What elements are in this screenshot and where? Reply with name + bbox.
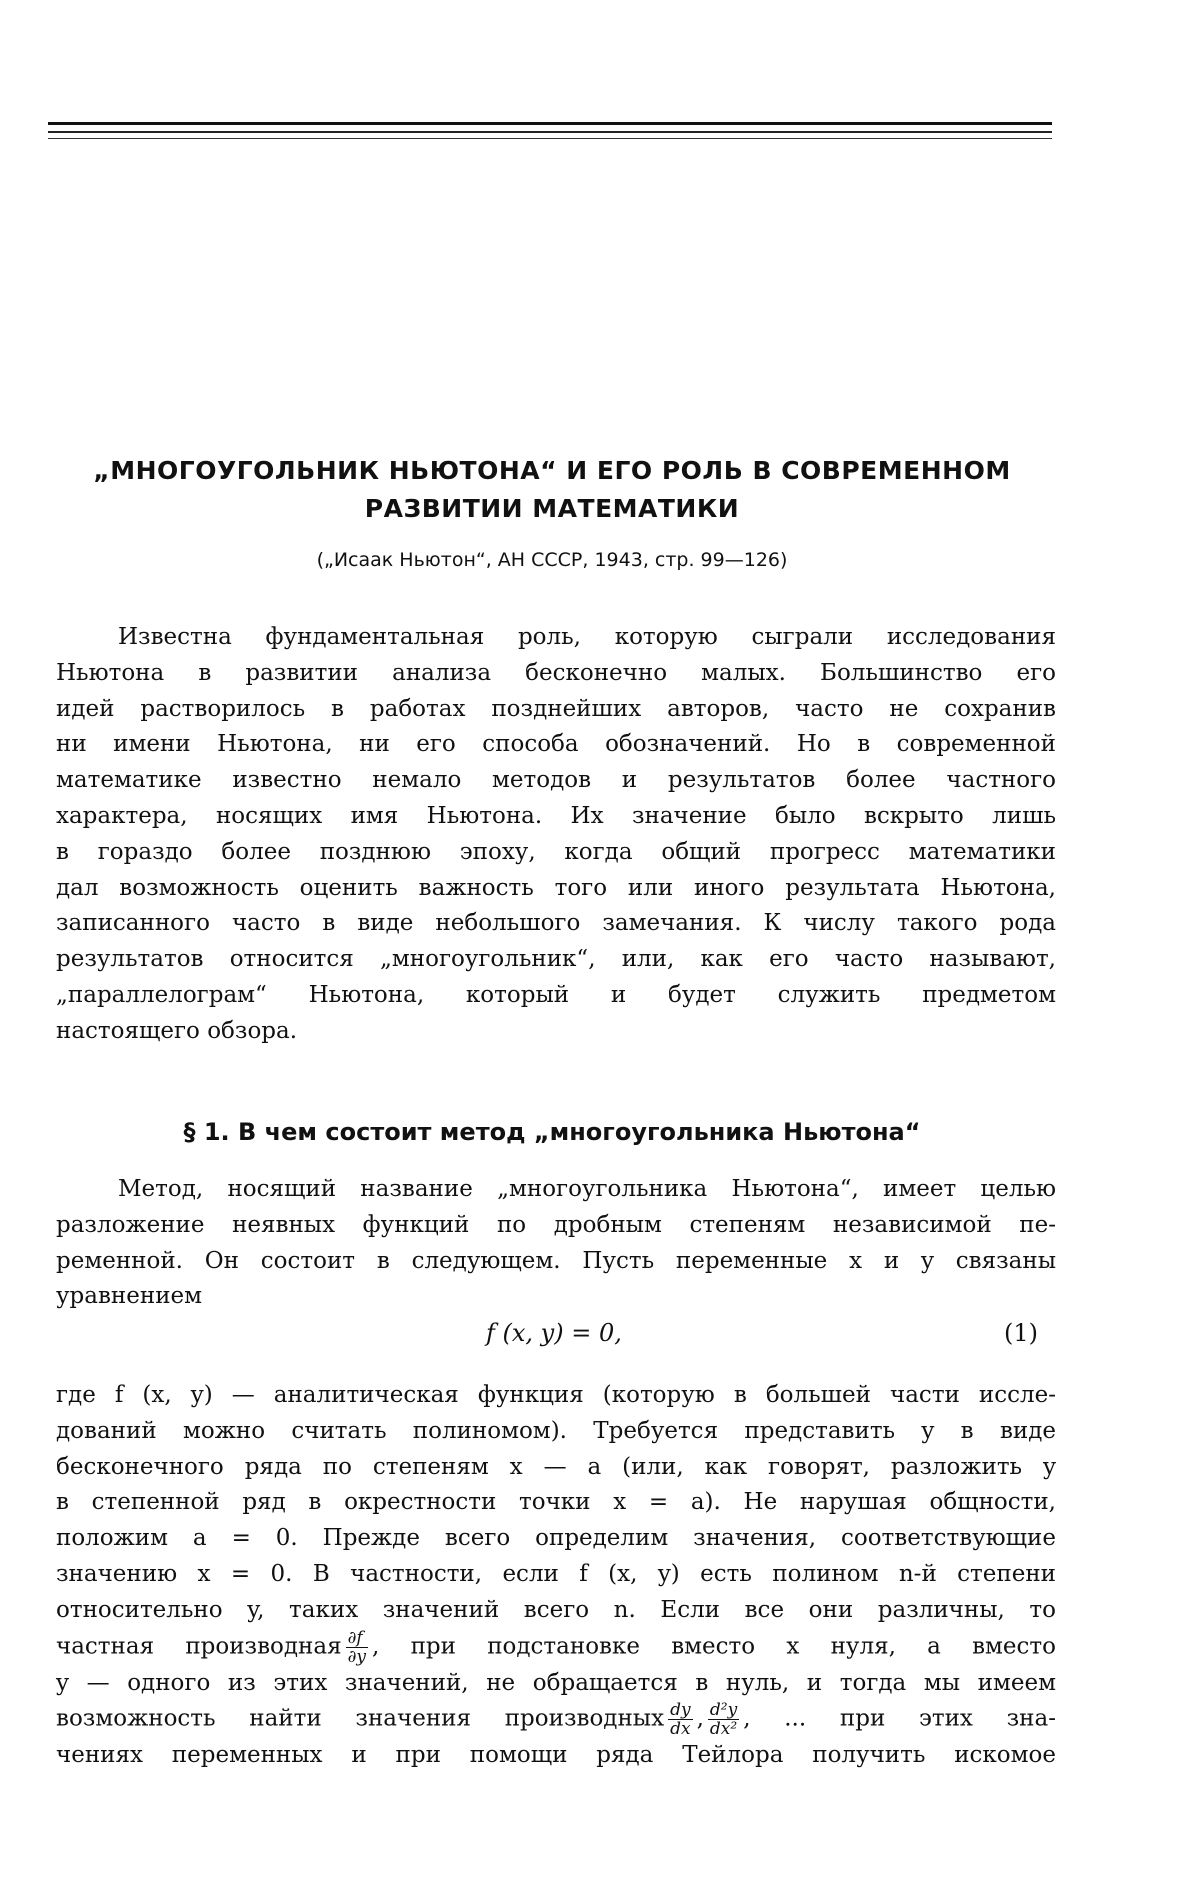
header-rule xyxy=(48,122,1052,125)
text-line: чениях переменных и при помощи ряда Тейлора получить искомое xyxy=(56,1742,1056,1769)
equation-block xyxy=(56,1315,1056,1351)
text-line: дований можно считать полиномом). Требуется представить y в виде xyxy=(56,1417,1056,1444)
text-line: где f (x, y) — аналитическая функция (которую в большей части иссле- xyxy=(56,1382,1056,1408)
text-line: ременной. Он состоит в следующем. Пусть переменные x и y связаны xyxy=(56,1247,1056,1274)
fraction-numerator: dy xyxy=(670,1700,691,1721)
title-line-1: „МНОГОУГОЛЬНИК НЬЮТОНА“ И ЕГО РОЛЬ В СОВРЕМЕННОМ xyxy=(93,456,1011,485)
text-line: y — одного из этих значений, не обращается в нуль, и тогда мы имеем xyxy=(56,1669,1056,1696)
text-line: математике известно немало методов и результатов более частного xyxy=(56,767,1056,794)
fraction-denominator: ∂y xyxy=(347,1646,367,1667)
section-paragraph-2 xyxy=(56,1378,1056,1774)
text-line: записанного часто в виде небольшого замечания. К числу такого рода xyxy=(56,910,1056,937)
text-line: в гораздо более позднюю эпоху, когда общий прогресс математики xyxy=(56,838,1056,865)
intro-paragraph xyxy=(56,620,1056,1050)
text-line: разложение неявных функций по дробным степеням независимой пе- xyxy=(56,1211,1056,1238)
text-fragment: , при подстановке вместо x нуля, а вместо xyxy=(372,1633,1056,1660)
text-line: относительно y, таких значений всего n. Если все они различны, то xyxy=(56,1596,1056,1623)
header-rule-secondary xyxy=(48,131,1052,133)
section-paragraph-1 xyxy=(56,1172,1056,1315)
source-citation: („Исаак Ньютон“, АН СССР, 1943, стр. 99—126) xyxy=(316,549,788,571)
text-line: Ньютона в развитии анализа бесконечно малых. Большинство его xyxy=(56,659,1056,686)
section-heading: § 1. В чем состоит метод „многоугольника Ньютона“ xyxy=(183,1118,921,1146)
text-line: бесконечного ряда по степеням x — a (или, как говорят, разложить y xyxy=(56,1453,1056,1480)
fraction-dy-dx xyxy=(668,1701,693,1738)
header-rule-tertiary xyxy=(48,138,1052,139)
text-line: результатов относится „многоугольник“, или, как его часто называют, xyxy=(56,946,1056,973)
text-line: характера, носящих имя Ньютона. Их значение было вскрыто лишь xyxy=(56,802,1056,829)
text-line: „параллелограм“ Ньютона, который и будет служить предметом xyxy=(56,981,1056,1008)
text-line-derivatives: возможность найти значения производных $\frac{dy}{dx}$ , $\frac{\text{d²y}}{\text{dx²}}$ , ... при этих зна- xyxy=(56,1700,1056,1740)
text-line-partial-derivative xyxy=(56,1629,1056,1666)
equation-formula: f (x, y) = 0, xyxy=(486,1319,622,1347)
text-fragment: частная производная xyxy=(56,1633,342,1660)
text-fragment: возможность найти значения производных xyxy=(56,1705,665,1732)
title-line-2: РАЗВИТИИ МАТЕМАТИКИ xyxy=(364,494,740,523)
text-line: в степенной ряд в окрестности точки x = a). Не нарушая общности, xyxy=(56,1489,1056,1516)
article-title xyxy=(52,452,1052,528)
fraction-denominator: dx² xyxy=(709,1719,738,1740)
text-line: положим a = 0. Прежде всего определим значения, соответствующие xyxy=(56,1525,1056,1552)
text-line: дал возможность оценить важность того или иного результата Ньютона, xyxy=(56,874,1056,901)
text-line: значению x = 0. В частности, если f (x, y) есть полином n-й степени xyxy=(56,1560,1056,1587)
fraction-df-dy xyxy=(346,1629,368,1666)
text-line: Известна фундаментальная роль, которую сыграли исследования xyxy=(118,624,1056,650)
fraction-d2y-dx2 xyxy=(708,1701,739,1738)
equation-number: (1) xyxy=(1004,1319,1038,1347)
fraction-denominator: dx xyxy=(670,1719,691,1740)
text-line: Метод, носящий название „многоугольника Ньютона“, имеет целью xyxy=(118,1176,1056,1202)
text-line: ни имени Ньютона, ни его способа обозначений. Но в современной xyxy=(56,731,1056,758)
text-line: уравнением xyxy=(56,1283,203,1310)
text-line: идей растворилось в работах позднейших авторов, часто не сохранив xyxy=(56,695,1056,722)
fraction-numerator: d²y xyxy=(709,1700,738,1721)
text-line: настоящего обзора. xyxy=(56,1017,298,1044)
fraction-numerator: ∂f xyxy=(346,1629,368,1648)
text-fragment: , ... при этих зна- xyxy=(743,1705,1056,1732)
